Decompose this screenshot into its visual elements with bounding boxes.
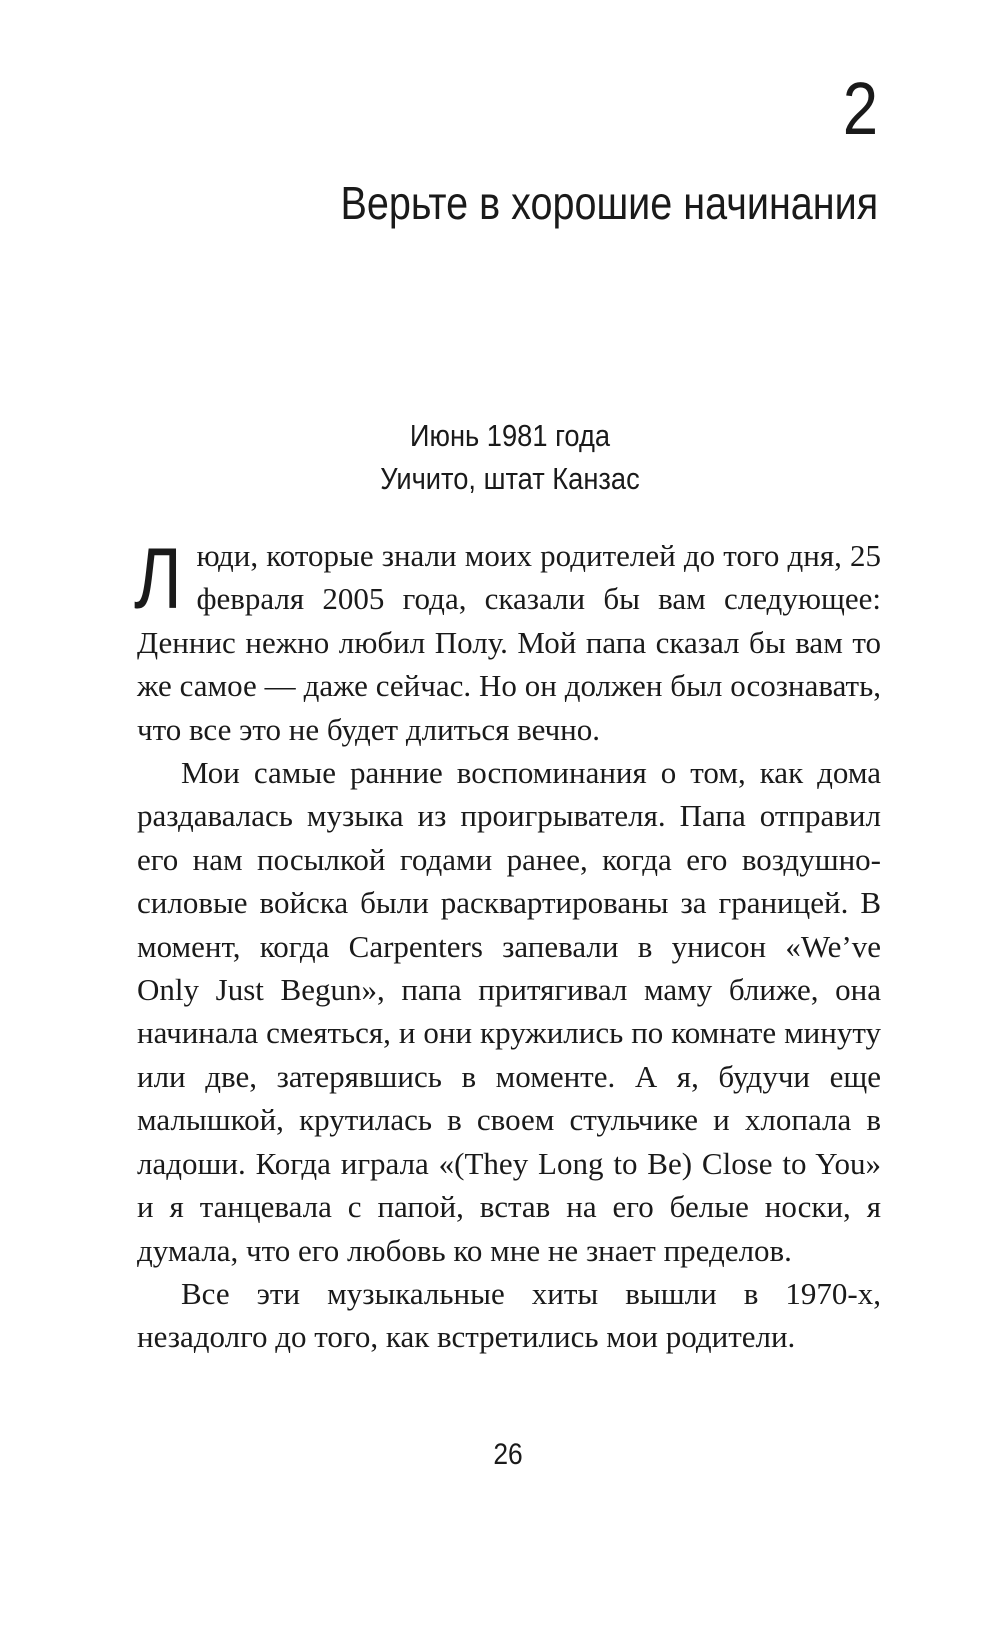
dateline-place: Уичито, штат Канзас: [380, 461, 640, 496]
paragraph-1: [134, 531, 881, 751]
dateline-date: Июнь 1981 года: [409, 418, 611, 453]
page-number: 26: [493, 1438, 523, 1471]
chapter-number: 2: [842, 67, 878, 150]
paragraph-2: Мои самые ранние воспоминания о том, как дома раздавалась музыка из проигрывателя. Папа отправил его нам посылкой годами ранее, когда его воздушно-силовые войска были расквартированы за границей. В момент, когда Carpenters запевали в унисон «We’ve Only Just Begun», папа притягивал маму ближе, она начинала смеяться, и они кружились по комнате минуту или две, затерявшись в моменте. А я, будучи еще малышкой, крутилась в своем стульчике и хлопала в ладоши. Когда играла «(They Long to Be) Close to You» и я танцевала с папой, встав на его белые носки, я думала, что его любовь ко мне не знает пределов.: [137, 755, 881, 1268]
chapter-title: Верьте в хорошие начинания: [340, 177, 878, 229]
paragraph-1-text: юди, которые знали моих родителей до того дня, 25 февраля 2005 года, сказали бы вам следующее: Деннис нежно любил Полу. Мой папа сказал бы вам то же самое — даже сейчас. Но он должен был осознавать, что все это не будет длиться вечно.: [137, 538, 881, 747]
drop-cap: Л: [134, 531, 182, 627]
body-text: [134, 531, 881, 1359]
paragraph-3: Все эти музыкальные хиты вышли в 1970-х, незадолго до того, как встретились мои родители.: [137, 1275, 881, 1355]
